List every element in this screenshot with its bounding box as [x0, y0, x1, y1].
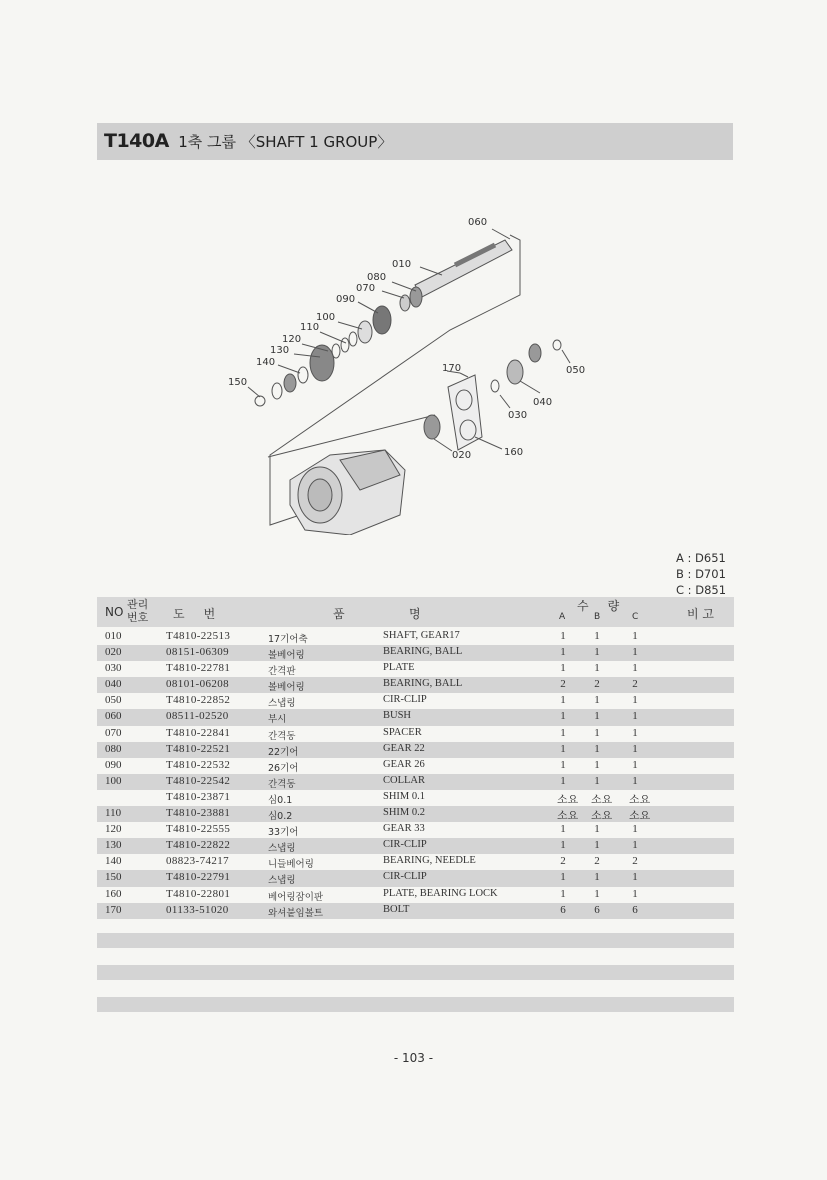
- cell-part-no: T4810-22852: [166, 694, 231, 707]
- header-name-en: 명: [409, 607, 421, 621]
- cell-qty-b: 소요: [591, 810, 613, 823]
- cell-name-en: SHAFT, GEAR17: [383, 630, 460, 641]
- callout-010: 010: [392, 259, 412, 270]
- table-row: [97, 758, 734, 774]
- table-row: [97, 790, 734, 806]
- cell-name-kr: 부시: [268, 714, 287, 726]
- legend-a: A : D651: [676, 551, 726, 565]
- cell-qty-b: 1: [594, 887, 600, 900]
- callout-120: 120: [282, 334, 302, 345]
- callout-160: 160: [504, 447, 524, 458]
- legend-c: C : D851: [676, 583, 727, 597]
- cell-name-en: CIR-CLIP: [383, 871, 427, 883]
- table-row: [97, 726, 734, 742]
- cell-no: 050: [105, 694, 122, 707]
- cell-name-kr: 볼베어링: [268, 650, 305, 662]
- cell-name-en: GEAR 26: [383, 758, 425, 770]
- cell-qty-c: 1: [632, 839, 638, 852]
- cell-qty-c: 소요: [629, 793, 651, 806]
- table-row: [97, 661, 734, 677]
- cell-part-no: 08823-74217: [166, 855, 230, 868]
- header-qty-c: C: [632, 612, 639, 622]
- cell-no: 130: [105, 839, 122, 852]
- callout-150: 150: [228, 377, 248, 388]
- cell-no: 110: [105, 807, 122, 820]
- cell-qty-c: 1: [632, 710, 638, 723]
- cell-no: 080: [105, 742, 122, 755]
- table-row: [97, 806, 734, 822]
- cell-name-kr: 33기어: [268, 827, 299, 839]
- page-title: [104, 130, 392, 152]
- callout-080: 080: [367, 272, 387, 283]
- cell-qty-b: 1: [594, 694, 600, 707]
- callout-130: 130: [270, 345, 290, 356]
- table-row: [97, 709, 734, 725]
- cell-qty-c: 1: [632, 871, 638, 884]
- cell-name-kr: 간격동: [268, 730, 296, 742]
- cell-qty-a: 1: [560, 726, 566, 739]
- callout-090: 090: [336, 294, 356, 305]
- callout-020: 020: [452, 450, 472, 461]
- cell-part-no: 08101-06208: [166, 678, 230, 691]
- cell-qty-b: 1: [594, 646, 600, 659]
- cell-part-no: T4810-23871: [166, 790, 231, 803]
- cell-qty-a: 1: [560, 662, 566, 675]
- cell-part-no: T4810-22801: [166, 887, 231, 900]
- cell-no: 140: [105, 855, 122, 868]
- header-qty: 수 량: [577, 599, 620, 613]
- cell-name-en: SHIM 0.1: [383, 790, 426, 802]
- cell-name-en: CIR-CLIP: [383, 839, 427, 851]
- cell-part-no: T4810-22822: [166, 839, 231, 852]
- cell-qty-a: 1: [560, 646, 566, 659]
- cell-qty-a: 소요: [557, 810, 579, 823]
- cell-qty-b: 1: [594, 662, 600, 675]
- table-row: [97, 742, 734, 758]
- table-row: [97, 838, 734, 854]
- cell-name-en: SHIM 0.2: [383, 807, 426, 819]
- cell-qty-b: 1: [594, 823, 600, 836]
- header-qty-a: A: [559, 612, 566, 622]
- header-qty-b: B: [594, 612, 601, 622]
- cell-qty-c: 1: [632, 646, 638, 659]
- table-row: [97, 693, 734, 709]
- cell-qty-b: 1: [594, 774, 600, 787]
- cell-qty-b: 1: [594, 839, 600, 852]
- cell-qty-a: 2: [560, 855, 566, 868]
- table-row: [97, 887, 734, 903]
- cell-name-en: GEAR 33: [383, 823, 425, 835]
- cell-qty-a: 1: [560, 758, 566, 771]
- callout-030: 030: [508, 410, 528, 421]
- table-header: [97, 597, 734, 627]
- cell-part-no: T4810-22555: [166, 823, 231, 836]
- table-row: [97, 822, 734, 838]
- cell-part-no: 01133-51020: [166, 903, 229, 916]
- cell-name-kr: 와셔붙임볼트: [268, 907, 324, 919]
- cell-no: 030: [105, 662, 122, 675]
- cell-qty-a: 1: [560, 710, 566, 723]
- cell-name-en: PLATE: [383, 662, 415, 674]
- cell-qty-a: 1: [560, 630, 566, 642]
- cell-qty-c: 1: [632, 630, 638, 642]
- cell-qty-c: 1: [632, 662, 638, 675]
- legend-b: B : D701: [676, 567, 726, 581]
- cell-qty-c: 1: [632, 887, 638, 900]
- cell-part-no: T4810-23881: [166, 807, 231, 820]
- cell-qty-b: 2: [594, 855, 600, 868]
- table-row: [97, 870, 734, 886]
- cell-qty-b: 소요: [591, 793, 613, 806]
- header-remarks: 비 고: [687, 607, 714, 621]
- cell-no: 090: [105, 758, 122, 771]
- cell-no: 020: [105, 646, 122, 659]
- cell-qty-a: 소요: [557, 793, 579, 806]
- cell-name-en: BUSH: [383, 710, 412, 722]
- cell-name-kr: 심0.2: [268, 811, 293, 823]
- cell-part-no: T4810-22532: [166, 758, 231, 771]
- cell-qty-a: 1: [560, 694, 566, 707]
- cell-no: 010: [105, 630, 122, 642]
- cell-name-kr: 스냅링: [268, 875, 296, 887]
- cell-no: 060: [105, 710, 122, 723]
- header-no: NO: [105, 605, 124, 619]
- cell-name-kr: 베어링잠이판: [268, 891, 324, 903]
- cell-qty-b: 1: [594, 710, 600, 723]
- cell-part-no: 08151-06309: [166, 646, 230, 659]
- cell-name-kr: 26기어: [268, 762, 299, 774]
- cell-part-no: 08511-02520: [166, 710, 229, 723]
- cell-qty-b: 2: [594, 678, 600, 691]
- cell-qty-c: 소요: [629, 810, 651, 823]
- callout-060: 060: [468, 217, 488, 228]
- cell-qty-a: 1: [560, 774, 566, 787]
- header-ref: 관리 번호: [127, 598, 149, 624]
- callout-170: 170: [442, 363, 462, 374]
- cell-part-no: T4810-22781: [166, 662, 231, 675]
- cell-name-kr: 간격동: [268, 778, 296, 790]
- cell-name-kr: 17기어축: [268, 634, 308, 645]
- cell-qty-c: 1: [632, 726, 638, 739]
- cell-name-en: GEAR 22: [383, 742, 425, 754]
- cell-part-no: T4810-22791: [166, 871, 231, 884]
- page-number: - 103 -: [393, 1051, 434, 1065]
- cell-name-kr: 스냅링: [268, 698, 296, 710]
- cell-name-en: CIR-CLIP: [383, 694, 427, 706]
- cell-qty-c: 2: [632, 855, 638, 868]
- model-legend: [676, 550, 726, 598]
- callout-050: 050: [566, 365, 586, 376]
- header-part-no: 도 번: [173, 607, 216, 621]
- cell-qty-c: 1: [632, 742, 638, 755]
- cell-name-en: SPACER: [383, 726, 422, 738]
- cell-no: 070: [105, 726, 122, 739]
- cell-qty-a: 6: [560, 903, 566, 916]
- cell-qty-b: 1: [594, 742, 600, 755]
- cell-part-no: T4810-22521: [166, 742, 231, 755]
- cell-no: 100: [105, 774, 122, 787]
- cell-qty-b: 1: [594, 871, 600, 884]
- cell-name-en: BOLT: [383, 903, 410, 915]
- cell-qty-a: 1: [560, 887, 566, 900]
- cell-name-kr: 스냅링: [268, 843, 296, 855]
- table-row: [97, 903, 734, 919]
- cell-qty-c: 1: [632, 758, 638, 771]
- cell-qty-b: 1: [594, 726, 600, 739]
- cell-name-en: COLLAR: [383, 774, 425, 786]
- blank-row: [97, 933, 734, 948]
- cell-name-kr: 간격판: [268, 666, 296, 678]
- cell-part-no: T4810-22513: [166, 630, 231, 642]
- cell-no: 040: [105, 678, 122, 691]
- callout-070: 070: [356, 283, 376, 294]
- cell-qty-c: 1: [632, 823, 638, 836]
- model-code: T140A: [104, 130, 169, 152]
- table-row: [97, 645, 734, 661]
- header-name-kr: 품: [333, 607, 345, 621]
- parts-table: [97, 629, 734, 919]
- cell-qty-a: 1: [560, 742, 566, 755]
- cell-qty-b: 1: [594, 758, 600, 771]
- group-title: 1축 그룹 〈SHAFT 1 GROUP〉: [178, 133, 393, 151]
- table-row: [97, 854, 734, 870]
- blank-row: [97, 965, 734, 980]
- cell-qty-a: 2: [560, 678, 566, 691]
- cell-qty-c: 2: [632, 678, 638, 691]
- cell-qty-c: 1: [632, 694, 638, 707]
- cell-name-en: BEARING, BALL: [383, 646, 463, 658]
- cell-no: 170: [105, 903, 122, 916]
- table-row: [97, 629, 734, 645]
- cell-no: 120: [105, 823, 122, 836]
- cell-name-kr: 볼베어링: [268, 682, 305, 694]
- exploded-parts-diagram: [220, 205, 610, 535]
- blank-row: [97, 997, 734, 1012]
- table-row: [97, 677, 734, 693]
- cell-qty-a: 1: [560, 871, 566, 884]
- cell-name-kr: 니들베어링: [268, 859, 314, 871]
- cell-qty-a: 1: [560, 839, 566, 852]
- cell-qty-c: 6: [632, 903, 638, 916]
- callout-140: 140: [256, 357, 276, 368]
- callout-100: 100: [316, 312, 336, 323]
- cell-name-en: BEARING, BALL: [383, 678, 463, 690]
- cell-name-kr: 22기어: [268, 746, 299, 758]
- cell-qty-a: 1: [560, 823, 566, 836]
- cell-name-en: PLATE, BEARING LOCK: [383, 887, 498, 899]
- cell-part-no: T4810-22841: [166, 726, 231, 739]
- table-row: [97, 774, 734, 790]
- cell-qty-b: 6: [594, 903, 600, 916]
- cell-name-kr: 심0.1: [268, 794, 293, 806]
- cell-no: 150: [105, 871, 122, 884]
- cell-part-no: T4810-22542: [166, 774, 231, 787]
- cell-qty-c: 1: [632, 774, 638, 787]
- cell-qty-b: 1: [594, 630, 600, 642]
- callout-040: 040: [533, 397, 553, 408]
- cell-no: 160: [105, 887, 122, 900]
- callout-110: 110: [300, 322, 320, 333]
- cell-name-en: BEARING, NEEDLE: [383, 855, 476, 867]
